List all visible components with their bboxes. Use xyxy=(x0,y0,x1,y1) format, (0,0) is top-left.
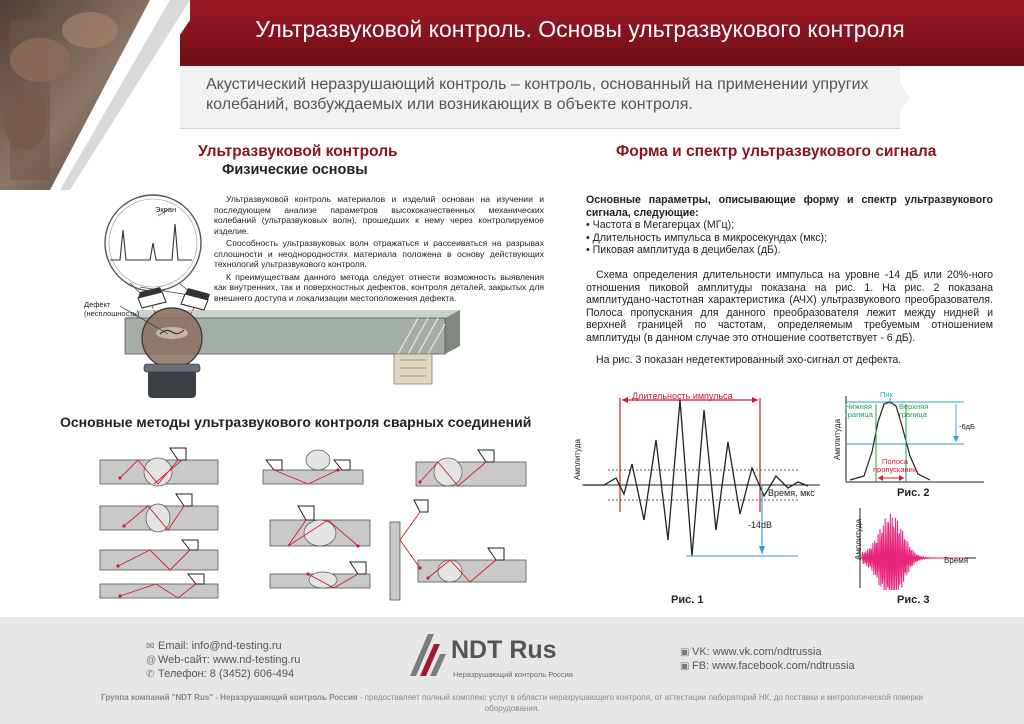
pulse-duration-label: Длительность импульса xyxy=(632,391,733,401)
envelope-icon: ✉ xyxy=(146,641,155,652)
fig2-upper-bound-label xyxy=(899,403,928,419)
physics-paragraph-1: Ультразвуковой контроль материалов и изделий основан на изучении и последующем анализе параметров высококачественных механических колебаний (ультразвуковых волн), прошедших к нему через контролируемое изделие. xyxy=(214,194,544,236)
signal-params-text xyxy=(586,194,993,366)
vk-link[interactable]: VK: www.vk.com/ndtrussia xyxy=(692,646,822,658)
fig2-y-label: Амплитуда xyxy=(833,419,842,460)
fig2-lower-bound-label xyxy=(845,403,873,419)
screen-label: Экран xyxy=(155,205,177,214)
discontinuity-label: (несплошность) xyxy=(84,309,140,318)
ultrasonic-principle-illustration xyxy=(80,188,470,403)
subtitle-text: Акустический неразрушающий контроль – контроль, основанный на применении упругих колебаний, возбуждаемых или возникающих в объекте контроля. xyxy=(206,76,869,113)
website-contact xyxy=(146,654,300,666)
phone-text: Телефон: 8 (3452) 606-494 xyxy=(158,668,295,680)
fig2-peak-label: Пик xyxy=(880,390,893,399)
params-list xyxy=(586,219,993,257)
echo-waveform xyxy=(862,514,969,591)
param-frequency: • Частота в Мегагерцах (МГц); xyxy=(586,219,993,232)
at-icon: @ xyxy=(146,655,157,666)
weld-methods-diagrams xyxy=(98,440,538,610)
fig2-band-label-2: пропускания xyxy=(873,465,917,474)
fig3-y-label: Амплитуда xyxy=(854,519,863,560)
fig1-x-label: Время, мкс xyxy=(768,488,815,498)
ndt-logo-text: NDT Rus xyxy=(451,636,557,664)
param-amplitude: • Пиковая амплитуда в децибелах (дБ). xyxy=(586,244,993,257)
echo-paragraph: На рис. 3 показан недетектированный эхо-сигнал от дефекта. xyxy=(596,353,902,366)
physical-basis-heading: Физические основы xyxy=(222,162,368,178)
fig1-y-label: Амплитуда xyxy=(573,439,582,480)
fig2-passband-label xyxy=(873,458,917,474)
defect-label: Дефект xyxy=(84,300,111,309)
email-link[interactable]: Email: info@nd-testing.ru xyxy=(158,640,282,652)
weld-methods-heading: Основные методы ультразвукового контроля сварных соединений xyxy=(60,414,532,430)
ndt-logo-icon xyxy=(408,632,450,678)
fig2-upper-label-2: граница xyxy=(899,410,927,419)
footer-note xyxy=(100,692,924,714)
signal-form-heading: Форма и спектр ультразвукового сигнала xyxy=(616,143,937,160)
screen-signal xyxy=(110,224,192,260)
fig2-upper-label-1: Верхняя xyxy=(899,402,929,411)
fig1-level-label: -14dB xyxy=(748,520,773,530)
fb-link[interactable]: FB: www.facebook.com/ndtrussia xyxy=(692,660,855,672)
phone-contact xyxy=(146,668,294,680)
vk-icon: ▣ xyxy=(680,647,690,658)
fig2-level-label: -6дБ xyxy=(959,422,975,431)
ultrasonic-testing-heading: Ультразвуковой контроль xyxy=(198,143,398,160)
fig2-caption: Рис. 2 xyxy=(897,487,930,499)
facebook-icon: ▣ xyxy=(680,661,690,672)
industrial-pipes-photo xyxy=(0,0,190,190)
phone-icon: ✆ xyxy=(146,669,155,680)
param-duration: • Длительность импульса в микросекундах (мкс); xyxy=(586,232,993,245)
figure-3-echo-signal xyxy=(852,504,982,590)
physics-paragraph-3: К преимуществам данного метода следует отнести возможность выявления как внутренних, так и поверхностных дефектов, контроля деталей, закрытых для внешнего доступа и локализации местоположения дефекта. xyxy=(214,271,544,303)
footer-note-text: - предоставляет полный комплекс услуг в области неразрушающего контроля, от аттестации лабораторий НК, до поставки и метрологической поверки оборудования. xyxy=(357,693,923,713)
params-intro: Основные параметры, описывающие форму и спектр ультразвукового сигнала, следующие: xyxy=(586,194,993,219)
fig1-caption: Рис. 1 xyxy=(671,594,704,606)
email-contact xyxy=(146,640,282,652)
fig2-lower-label-2: граница xyxy=(845,410,873,419)
ndt-tagline: Неразрушающий контроль Россия xyxy=(453,670,573,679)
footer-note-company: Группа компаний "NDT Rus" - Неразрушающий контроль Россия xyxy=(101,693,358,702)
pulse-waveform xyxy=(584,400,808,556)
fig3-caption: Рис. 3 xyxy=(897,594,930,606)
fig2-band-label-1: Полоса xyxy=(881,457,908,466)
physics-paragraph-2: Способность ультразвуковых волн отражаться и рассеиваться на разрывах сплошности и неоднородностях материала положена в основу действующих технологий ультразвукового контроля. xyxy=(214,238,544,269)
fb-contact xyxy=(680,660,855,672)
page-title: Ультразвуковой контроль. Основы ультразвукового контроля xyxy=(255,16,905,42)
duration-paragraph: Схема определения длительности импульса на уровне -14 дБ или 20%-ного отношения пиковой амплитуды показана на рис. 1. На рис. 2 показана амплитудано-частотная характеристика (АЧХ) ультразвукового преобразователя. Полоса пропускания для данного преобразователя лежит между нидней и верхней границей по частотам, определяемым требуемым отношением амплитуды (в данном случае это отношение соответствует - 6 дБ). xyxy=(586,268,993,344)
plate-support xyxy=(394,354,432,384)
website-link[interactable]: Web-сайт: www.nd-testing.ru xyxy=(158,654,301,666)
fig2-lower-label-1: Нижняя xyxy=(845,402,872,411)
vk-contact xyxy=(680,646,822,658)
fig3-x-label: Время xyxy=(944,556,969,565)
